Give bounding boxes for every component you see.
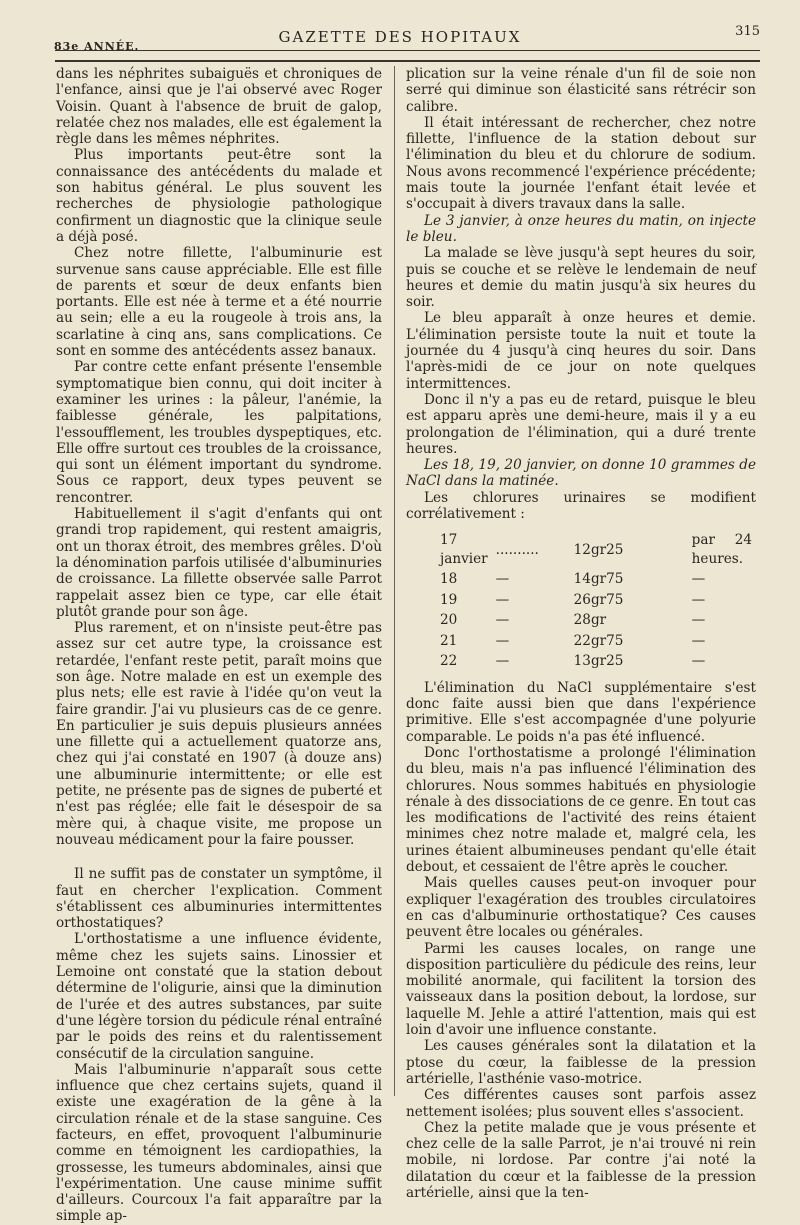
chlorures-table bbox=[436, 530, 756, 672]
paragraph: Donc il n'y a pas eu de retard, puisque le bleu est apparu après une demi-heure, mais il y a eu prolongation de l'élimination, qui a duré trente heures. bbox=[406, 391, 756, 457]
header-rule bbox=[55, 50, 760, 51]
table-row bbox=[436, 631, 756, 652]
table-cell-value: 14gr75 bbox=[573, 571, 624, 588]
paragraph: Il ne suffit pas de constater un symptôme, il faut en chercher l'explication. Comment s'établissent ces albuminuries intermittentes orthostatiques? bbox=[56, 866, 382, 932]
table-cell-dash: — bbox=[495, 612, 510, 629]
paragraph: Chez notre fillette, l'albuminurie est survenue sans cause appréciable. Elle est fille de parents et sœur de deux enfants bien portants. Elle est née à terme et a été nourrie au sein; elle a eu la rougeole à trois ans, la scarlatine à cinq ans, sans complications. Ce sont en somme des antécédents assez banaux. bbox=[56, 245, 382, 360]
table-cell-day: 22 bbox=[440, 653, 458, 670]
table-cell-value: 13gr25 bbox=[573, 653, 624, 670]
table-cell-dash: — bbox=[495, 591, 510, 608]
paragraph-italic bbox=[406, 213, 756, 246]
paragraph: Les causes générales sont la dilatation et la ptose du cœur, la faiblesse de la pression artérielle, l'asthénie vaso-motrice. bbox=[406, 1038, 756, 1087]
paragraph: Les chlorures urinaires se modifient corrélativement : bbox=[406, 489, 756, 523]
table-row bbox=[436, 569, 756, 590]
paragraph: L'élimination du NaCl supplémentaire s'est donc faite aussi bien que dans l'expérience primitive. Elle s'est accompagnée d'une polyurie comparable. Le poids n'a pas été influencé. bbox=[406, 679, 756, 745]
column-divider bbox=[394, 66, 395, 1096]
paragraph: Il était intéressant de rechercher, chez notre fillette, l'influence de la station debout sur l'élimination du bleu et du chlorure de sodium. Nous avons recommencé l'expérience précédente; mais toute la journée l'enfant était levée et s'occupait à divers travaux dans la salle. bbox=[406, 114, 756, 213]
paragraph: Donc l'orthostatisme a prolongé l'élimination du bleu, mais n'a pas influencé l'élimination des chlorures. Nous sommes habitués en physiologie rénale à des dissociations de ce genre. En tout cas les modifications de l'activité des reins étaient minimes chez notre malade et, malgré cela, les urines étaient albumineuses pendant qu'elle était debout, et cessaient de l'être après le coucher. bbox=[406, 745, 756, 876]
paragraph: dans les néphrites subaiguës et chroniques de l'enfance, ainsi que je l'ai observé avec Roger Voisin. Quant à l'absence de bruit de galop, relatée chez nos malades, elle est également la règle dans les mêmes néphrites. bbox=[56, 66, 382, 148]
table-cell-day: 21 bbox=[440, 632, 458, 649]
table-cell-unit: — bbox=[691, 612, 706, 629]
table-cell-value: 28gr bbox=[573, 612, 607, 629]
issue-label: 83e ANNÉE. bbox=[54, 40, 140, 53]
paragraph: Le bleu apparaît à onze heures et demie. L'élimination persiste toute la nuit et toute la journée du 4 jusqu'à cinq heures du soir. Dans l'après-midi de ce jour on note quelques intermittences. bbox=[406, 310, 756, 392]
table-cell-value: 22gr75 bbox=[573, 632, 624, 649]
table-cell-day: 17 janvier bbox=[440, 532, 488, 567]
paragraph: Plus importants peut-être sont la connaissance des antécédents du malade et son habitus général. Le plus souvent les recherches de physiologie pathologique confirment un diagnostic que la clinique seule a déjà posé. bbox=[56, 147, 382, 245]
table-cell-unit: par 24 heures. bbox=[691, 532, 752, 567]
left-column bbox=[56, 66, 382, 1225]
header-rule-thick bbox=[55, 60, 760, 62]
page-number: 315 bbox=[735, 24, 760, 39]
right-column bbox=[406, 66, 756, 1202]
paragraph: plication sur la veine rénale d'un fil de soie non serré qui diminue son élasticité sans rétrécir son calibre. bbox=[406, 66, 756, 115]
table-cell-day: 19 bbox=[440, 591, 458, 608]
table-row bbox=[436, 530, 756, 569]
table-cell-dash: — bbox=[495, 571, 510, 588]
table-cell-value: 26gr75 bbox=[573, 591, 624, 608]
journal-title: GAZETTE DES HOPITAUX bbox=[278, 28, 522, 46]
table-cell-day: 20 bbox=[440, 612, 458, 629]
table-row bbox=[436, 590, 756, 611]
table-row bbox=[436, 651, 756, 672]
paragraph: Mais l'albuminurie n'apparaît sous cette influence que chez certains sujets, quand il existe une exagération de la gêne à la circulation rénale et de la stase sanguine. Ces facteurs, en effet, provoquent l'albuminurie comme en témoignent les cardiopathies, la grossesse, les tumeurs abdominales, ainsi que l'expérimentation. Une cause minime suffit d'ailleurs. Courcoux l'a fait apparaître par la simple ap- bbox=[56, 1061, 382, 1225]
table-cell-day: 18 bbox=[440, 571, 458, 588]
paragraph: L'orthostatisme a une influence évidente, même chez les sujets sains. Linossier et Lemoine ont constaté que la station debout détermine de l'oligurie, ainsi que la diminution de l'urée et des autres substances, par suite d'une légère torsion du pédicule rénal entraîné par le poids des reins et du ralentissement consécutif de la circulation sanguine. bbox=[56, 931, 382, 1062]
paragraph: Mais quelles causes peut-on invoquer pour expliquer l'exagération des troubles circulatoires en cas d'albuminurie orthostatique? Ces causes peuvent être locales ou générales. bbox=[406, 875, 756, 941]
table-row bbox=[436, 610, 756, 631]
paragraph-italic bbox=[406, 457, 756, 490]
table-cell-unit: — bbox=[691, 591, 706, 608]
table-cell-dash: .......... bbox=[495, 541, 539, 558]
italic-text: Le 3 janvier, à onze heures du matin, on injecte le bleu. bbox=[406, 212, 756, 245]
paragraph: Par contre cette enfant présente l'ensemble symptomatique bien connu, qui doit inciter à examiner les urines : la pâleur, l'anémie, la faiblesse générale, les palpitations, l'essoufflement, les troubles dyspeptiques, etc. Elle offre surtout ces troubles de la croissance, qui sont un élément important du syndrome. Sous ce rapport, deux types peuvent se rencontrer. bbox=[56, 359, 382, 506]
table-cell-dash: — bbox=[495, 632, 510, 649]
paragraph: Parmi les causes locales, on range une disposition particulière du pédicule des reins, leur mobilité anormale, qui facilitent la torsion des vaisseaux dans la position debout, la lordose, sur laquelle M. Jehle a attiré l'attention, mais qui est loin d'avoir une influence constante. bbox=[406, 940, 756, 1039]
table-cell-dash: — bbox=[495, 653, 510, 670]
table-cell-unit: — bbox=[691, 653, 706, 670]
table-cell-unit: — bbox=[691, 571, 706, 588]
table-cell-unit: — bbox=[691, 632, 706, 649]
paragraph: Habituellement il s'agit d'enfants qui ont grandi trop rapidement, qui restent amaigris, ont un thorax étroit, des membres grêles. D'où la dénomination parfois utilisée d'albuminuries de croissance. La fillette observée salle Parrot rappelait assez bien ce type, car elle était plutôt grande pour son âge. bbox=[56, 506, 382, 620]
paragraph: La malade se lève jusqu'à sept heures du soir, puis se couche et se relève le lendemain de neuf heures et demie du matin jusqu'à six heures du soir. bbox=[406, 245, 756, 311]
paragraph: Ces différentes causes sont parfois assez nettement isolées; plus souvent elles s'associent. bbox=[406, 1087, 756, 1120]
table-cell-value: 12gr25 bbox=[573, 541, 624, 558]
italic-text: Les 18, 19, 20 janvier, on donne 10 grammes de NaCl dans la matinée. bbox=[406, 457, 756, 490]
paragraph: Chez la petite malade que je vous présente et chez celle de la salle Parrot, je n'ai trouvé ni rein mobile, ni lordose. Par contre j'ai noté la dilatation du cœur et la faiblesse de la pression artérielle, ainsi que la ten- bbox=[406, 1119, 756, 1202]
paragraph: Plus rarement, et on n'insiste peut-être pas assez sur cet autre type, la croissance est retardée, l'enfant reste petit, paraît moins que son âge. Notre malade en est un exemple des plus nets; elle est ravie à l'idée qu'on veut la faire grandir. J'ai vu plusieurs cas de ce genre. En particulier je suis depuis plusieurs années une fillette qui a actuellement quatorze ans, chez qui j'ai constaté en 1907 (à douze ans) une albuminurie intermittente; or elle est petite, ne présente pas de signes de puberté et n'est pas réglée; elle fait le désespoir de sa mère qui, à chaque visite, me propose un nouveau médicament pour la faire pousser. bbox=[56, 620, 382, 848]
